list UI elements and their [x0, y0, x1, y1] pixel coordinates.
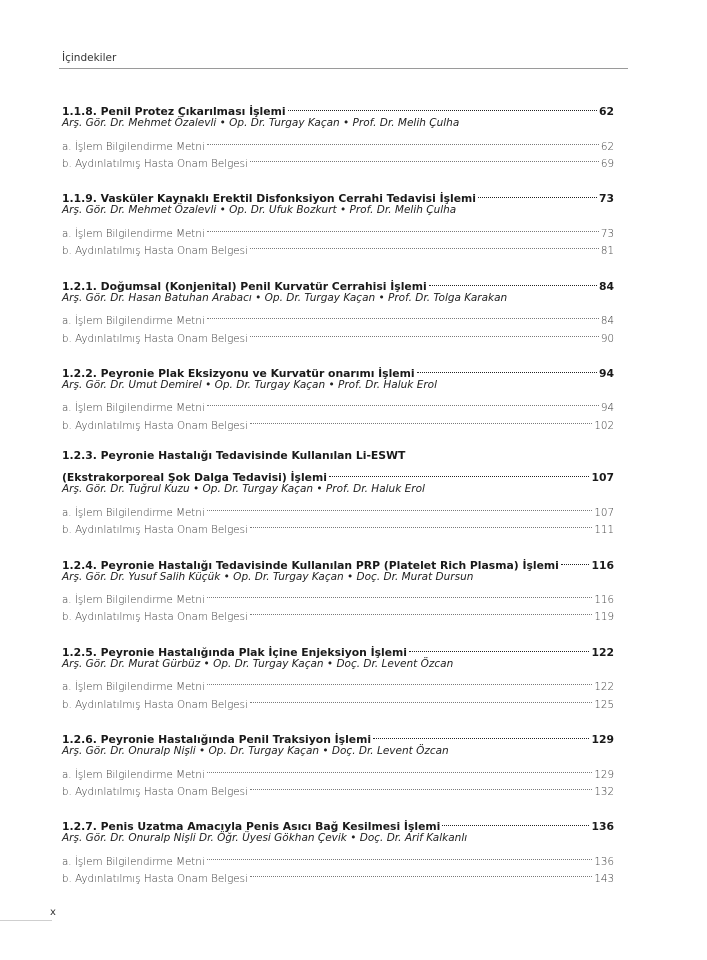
- subentry-label: a. İşlem Bilgilendirme Metni: [62, 402, 205, 415]
- section-title-text: 1.2.7. Penis Uzatma Amacıyla Penis Asıcı Bağ Kesilmesi İşlemi: [62, 820, 441, 834]
- section-authors: Arş. Gör. Dr. Murat Gürbüz • Op. Dr. Turgay Kaçan • Doç. Dr. Levent Özcan: [62, 657, 454, 670]
- section-title-entry[interactable]: [62, 272, 614, 293]
- subentry-page-number: 111: [594, 524, 614, 537]
- subentry-page-number: 125: [594, 698, 614, 711]
- toc-subentry[interactable]: [62, 673, 614, 694]
- dot-leader: [476, 185, 599, 202]
- section-title-entry[interactable]: [62, 98, 614, 119]
- subentry-label: b. Aydınlatılmış Hasta Onam Belgesi: [62, 698, 248, 711]
- toc-section: [62, 360, 614, 432]
- toc-subentry[interactable]: [62, 307, 614, 328]
- toc-section: [62, 726, 614, 798]
- subentry-label: b. Aydınlatılmış Hasta Onam Belgesi: [62, 872, 248, 885]
- section-title-text: 1.2.6. Peyronie Hastalığında Penil Traksiyon İşlemi: [62, 732, 372, 746]
- subentry-label: a. İşlem Bilgilendirme Metni: [62, 681, 205, 694]
- subentry-page-number: 73: [600, 228, 614, 241]
- toc-section: [62, 638, 614, 711]
- section-page-number: 136: [591, 820, 614, 834]
- subentry-page-number: 69: [600, 158, 614, 171]
- dot-leader: [248, 324, 601, 341]
- subentry-label: a. İşlem Bilgilendirme Metni: [62, 768, 205, 781]
- dot-leader: [248, 150, 601, 167]
- section-title-text: 1.1.9. Vasküler Kaynaklı Erektil Disfonksiyon Cerrahi Tedavisi İşlemi: [62, 192, 476, 206]
- toc-subentry[interactable]: [62, 394, 614, 415]
- toc-section: [62, 272, 614, 345]
- subentry-page-number: 129: [594, 768, 614, 781]
- section-authors: Arş. Gör. Dr. Mehmet Özalevli • Op. Dr. Ufuk Bozkurt • Prof. Dr. Melih Çulha: [62, 204, 457, 217]
- subentry-label: a. İşlem Bilgilendirme Metni: [62, 855, 205, 868]
- dot-leader: [205, 586, 595, 603]
- table-of-contents: [62, 98, 614, 900]
- section-authors: Arş. Gör. Dr. Hasan Batuhan Arabacı • Op. Dr. Turgay Kaçan • Prof. Dr. Tolga Karakan: [62, 291, 508, 304]
- dot-leader: [371, 726, 591, 743]
- section-authors: Arş. Gör. Dr. Mehmet Özalevli • Op. Dr. Turgay Kaçan • Prof. Dr. Melih Çulha: [62, 117, 460, 130]
- section-title-text: 1.2.2. Peyronie Plak Eksizyonu ve Kurvatür onarımı İşlemi: [62, 366, 415, 380]
- section-title-line[interactable]: [62, 447, 614, 464]
- subentry-label: b. Aydınlatılmış Hasta Onam Belgesi: [62, 158, 248, 171]
- section-page-number: 94: [598, 366, 614, 380]
- section-authors: Arş. Gör. Dr. Yusuf Salih Küçük • Op. Dr. Turgay Kaçan • Doç. Dr. Murat Dursun: [62, 570, 474, 583]
- section-page-number: 129: [591, 732, 614, 746]
- toc-section: [62, 447, 614, 537]
- subentry-page-number: 90: [600, 332, 614, 345]
- section-title-text: 1.1.8. Penil Protez Çıkarılması İşlemi: [62, 105, 286, 119]
- subentry-page-number: 62: [600, 140, 614, 153]
- subentry-label: a. İşlem Bilgilendirme Metni: [62, 228, 205, 241]
- subentry-label: a. İşlem Bilgilendirme Metni: [62, 594, 205, 607]
- subentry-page-number: 132: [594, 785, 614, 798]
- subentry-label: b. Aydınlatılmış Hasta Onam Belgesi: [62, 245, 248, 258]
- dot-leader: [248, 237, 601, 254]
- subentry-page-number: 94: [600, 402, 614, 415]
- section-title-entry[interactable]: [62, 726, 614, 746]
- toc-subentry[interactable]: [62, 133, 614, 153]
- dot-leader: [205, 499, 595, 516]
- dot-leader: [205, 760, 595, 777]
- section-page-number: 62: [598, 105, 614, 119]
- dot-leader: [407, 638, 591, 655]
- section-title-text: (Ekstrakorporeal Şok Dalga Tedavisi) İşlemi: [62, 471, 327, 485]
- section-page-number: 116: [591, 558, 614, 572]
- section-authors: Arş. Gör. Dr. Tuğrul Kuzu • Op. Dr. Turgay Kaçan • Prof. Dr. Haluk Erol: [62, 483, 425, 496]
- subentry-label: a. İşlem Bilgilendirme Metni: [62, 506, 205, 519]
- dot-leader: [205, 673, 595, 690]
- section-page-number: 84: [598, 279, 614, 293]
- toc-section: [62, 185, 614, 258]
- section-page-number: 73: [598, 192, 614, 206]
- subentry-page-number: 143: [594, 872, 614, 885]
- subentry-label: b. Aydınlatılmış Hasta Onam Belgesi: [62, 332, 248, 345]
- subentry-page-number: 102: [594, 419, 614, 432]
- section-page-number: 107: [591, 471, 614, 485]
- dot-leader: [248, 865, 594, 882]
- dot-leader: [205, 847, 595, 864]
- section-title-entry[interactable]: [62, 551, 614, 572]
- toc-subentry[interactable]: [62, 586, 614, 607]
- running-header: İçindekiler: [62, 52, 117, 64]
- subentry-label: b. Aydınlatılmış Hasta Onam Belgesi: [62, 524, 248, 537]
- section-title-entry[interactable]: [62, 185, 614, 206]
- dot-leader: [440, 813, 591, 830]
- subentry-label: a. İşlem Bilgilendirme Metni: [62, 315, 205, 328]
- toc-subentry[interactable]: [62, 499, 614, 519]
- section-title-entry[interactable]: [62, 813, 614, 834]
- section-authors: Arş. Gör. Dr. Onuralp Nişli • Op. Dr. Turgay Kaçan • Doç. Dr. Levent Özcan: [62, 744, 449, 757]
- footer-divider: [0, 920, 52, 921]
- dot-leader: [205, 307, 601, 324]
- subentry-page-number: 84: [600, 315, 614, 328]
- subentry-page-number: 122: [594, 681, 614, 694]
- toc-subentry[interactable]: [62, 760, 614, 781]
- section-title-text: 1.2.4. Peyronie Hastalığı Tedavisinde Kullanılan PRP (Platelet Rich Plasma) İşlemi: [62, 558, 559, 572]
- dot-leader: [286, 98, 599, 115]
- toc-section: [62, 98, 614, 171]
- subentry-page-number: 81: [600, 245, 614, 258]
- dot-leader: [415, 360, 599, 377]
- section-page-number: 122: [591, 645, 614, 659]
- dot-leader: [559, 551, 592, 568]
- subentry-page-number: 116: [594, 594, 614, 607]
- dot-leader: [205, 394, 601, 411]
- subentry-label: b. Aydınlatılmış Hasta Onam Belgesi: [62, 785, 248, 798]
- dot-leader: [248, 690, 594, 707]
- toc-section: [62, 551, 614, 624]
- section-title-text: 1.2.1. Doğumsal (Konjenital) Penil Kurvatür Cerrahisi İşlemi: [62, 279, 427, 293]
- dot-leader: [205, 220, 601, 237]
- dot-leader: [248, 778, 594, 795]
- subentry-label: b. Aydınlatılmış Hasta Onam Belgesi: [62, 611, 248, 624]
- toc-subentry[interactable]: [62, 847, 614, 868]
- subentry-page-number: 119: [594, 611, 614, 624]
- subentry-label: a. İşlem Bilgilendirme Metni: [62, 140, 205, 153]
- subentry-label: b. Aydınlatılmış Hasta Onam Belgesi: [62, 419, 248, 432]
- dot-leader: [205, 133, 601, 150]
- header-divider: [59, 68, 628, 69]
- dot-leader: [327, 464, 591, 481]
- section-title-text: 1.2.5. Peyronie Hastalığında Plak İçine Enjeksiyon İşlemi: [62, 645, 408, 659]
- dot-leader: [248, 603, 594, 620]
- section-title-entry[interactable]: [62, 638, 614, 659]
- toc-section: [62, 813, 614, 885]
- dot-leader: [248, 411, 594, 428]
- toc-subentry[interactable]: [62, 220, 614, 241]
- section-title-entry[interactable]: [62, 360, 614, 380]
- page-number: x: [50, 907, 56, 918]
- section-title-entry[interactable]: [62, 464, 614, 485]
- subentry-page-number: 136: [594, 855, 614, 868]
- dot-leader: [427, 272, 599, 289]
- section-authors: Arş. Gör. Dr. Onuralp Nişli Dr. Öğr. Üyesi Gökhan Çevik • Doç. Dr. Arif Kalkanlı: [62, 832, 468, 845]
- section-title-text: 1.2.3. Peyronie Hastalığı Tedavisinde Kullanılan Li-ESWT: [62, 448, 406, 462]
- subentry-page-number: 107: [594, 506, 614, 519]
- section-authors: Arş. Gör. Dr. Umut Demirel • Op. Dr. Turgay Kaçan • Prof. Dr. Haluk Erol: [62, 378, 437, 391]
- dot-leader: [248, 516, 594, 533]
